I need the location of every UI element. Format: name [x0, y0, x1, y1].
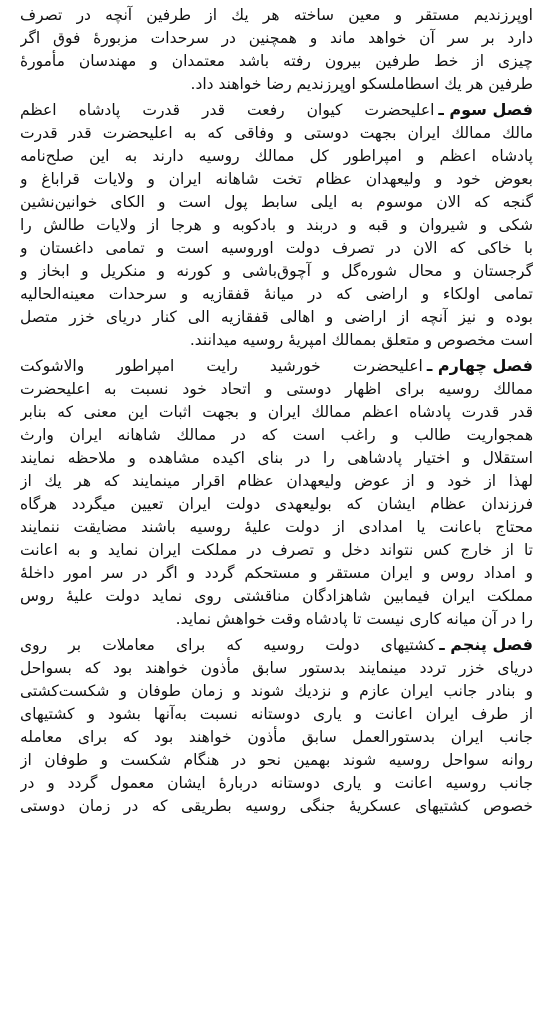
- text-line: و بنادر جانب ایران عازم و نزدیك شوند و زمان طوفان و شکست‌کشتی: [20, 682, 533, 700]
- text-line: دریای خزر تردد مینمایند بدستور سابق مأذون خواهند بود که بسواحل: [20, 659, 533, 677]
- article-heading-line: [20, 97, 533, 122]
- text-line: قدر قدرت پادشاه اعظم ممالك ایران و بجهت اثبات این معنی که بنابر: [20, 403, 533, 421]
- text-line: ممالك روسیه برای اظهار دوستی و اتحاد خود نسبت به اعلیحضرت: [20, 380, 533, 398]
- text-line: محتاج باعانت یا امدادی از دولت علیهٔ روسیه باشند مضایقت ننمایند: [20, 518, 533, 536]
- text-line: گرجستان و محال شوره‌گل و آچوق‌باشی و کورنه و منکریل و ابخاز و: [20, 262, 533, 280]
- text-line: و امداد روس و ایران مستقر و مستحکم گردد و اگر در سر امور داخلهٔ: [20, 564, 533, 582]
- article-title: فصل پنجم ـ: [439, 635, 533, 654]
- text-line: کشتیهای دولت روسیه که برای معاملات بر روی: [20, 636, 436, 654]
- text-line: جانب ایران بدستورالعمل سابق مأذون خواهند بود که برای معامله: [20, 728, 533, 746]
- text-line: بوده و نیز آنچه از اراضی و اهالی قفقازیه الی کنار دریای خزر متصل: [20, 308, 533, 326]
- text-line: را در آن میانه کاری نیست تا پادشاه وقت خواهش نماید.: [175, 610, 533, 628]
- text-line: با خاکی که الان در تصرف دولت اوروسیه است و تمامی داغستان و: [20, 239, 533, 257]
- text-line: دارد بر سر آن خواهد ماند و همچنین در سرحدات مزبورهٔ فوق اگر: [20, 29, 533, 47]
- article-four: [20, 353, 533, 631]
- text-line: اوپرزندیم مستقر و معین ساخته هر یك از طرفین آنچه در تصرف: [20, 6, 533, 24]
- article-five: [20, 632, 533, 818]
- text-line: جانب روسیه اعانت و یاری دوستانه دربارهٔ ایشان معمول گردد و در: [20, 774, 533, 792]
- text-line: مملکت ایران فیمابین شاهزادگان مناقشتی روی نماید دولت علیهٔ روس: [20, 587, 533, 605]
- article-heading-line: [20, 353, 533, 378]
- text-line: تا از خارج کس نتواند دخل و تصرف در مملکت ایران نماید و به اعانت: [20, 541, 533, 559]
- text-line: همجواریت طالب و راغب است که در ممالك شاهانه ایران وارث: [20, 426, 533, 444]
- text-line: بعوض خود و ولیعهدان عظام تخت شاهانه ایران و ولایات قراباغ و: [20, 170, 533, 188]
- text-line: طرفین هر یك اسطاملسکو اوپرزندیم رضا خواهند داد.: [190, 75, 533, 93]
- text-line: لهذا از خود و از عوض ولیعهدان عظام اقرار مینمایند که هر یك از: [20, 472, 533, 490]
- text-line: مالك ممالك ایران بجهت دوستی و وفاقی که به اعلیحضرت قدر قدرت: [20, 124, 533, 142]
- text-line: استقلال و اختیار پادشاهی را در بنای اکیده مشاهده و ملاحظه نمایند: [20, 449, 533, 467]
- paragraph-continuation: [20, 4, 533, 96]
- text-line: تمامی اولکاء و اراضی که در میانهٔ قفقازیه و سرحدات معینه‌الحالیه: [20, 285, 533, 303]
- text-line: گنجه که الان موسوم به ایلی سابط پول است و الکای خوانین‌نشین: [20, 193, 533, 211]
- text-line: اعلیحضرت کیوان رفعت قدر قدرت پادشاه اعظم: [20, 101, 435, 119]
- text-line: فرزندان عظام ایشان که بولیعهدی دولت ایران تعیین میگردد هرگاه: [20, 495, 533, 513]
- text-line: اعلیحضرت خورشید رایت امپراطور والاشوکت: [20, 357, 423, 375]
- text-line: شکی و شیروان و قبه و دربند و بادکوبه و هرجا از ولایات طالش را: [20, 216, 533, 234]
- text-line: است مخصوص و متعلق بممالك امپریهٔ روسیه میدانند.: [189, 331, 533, 349]
- article-three: [20, 97, 533, 352]
- article-heading-line: [20, 632, 533, 657]
- text-line: پادشاه اعظم و امپراطور کل ممالك روسیه دارند به این صلح‌نامه: [20, 147, 533, 165]
- text-line: خصوص کشتیهای عسکریهٔ جنگی روسیه بطریقی که در زمان دوستی: [20, 797, 533, 815]
- article-title: فصل چهارم ـ: [426, 356, 533, 375]
- text-line: چیزی از خط طرفین بیرون رفته باشد معتمدان و مهندسان مأمورهٔ: [20, 52, 533, 70]
- article-title: فصل سوم ـ: [438, 100, 533, 119]
- text-line: از طرف ایران اعانت و یاری دوستانه نسبت به‌آنها بشود و کشتیهای: [20, 705, 533, 723]
- text-line: روانه سواحل روسیه شوند بهمین نحو در هنگام شکست و طوفان از: [20, 751, 533, 769]
